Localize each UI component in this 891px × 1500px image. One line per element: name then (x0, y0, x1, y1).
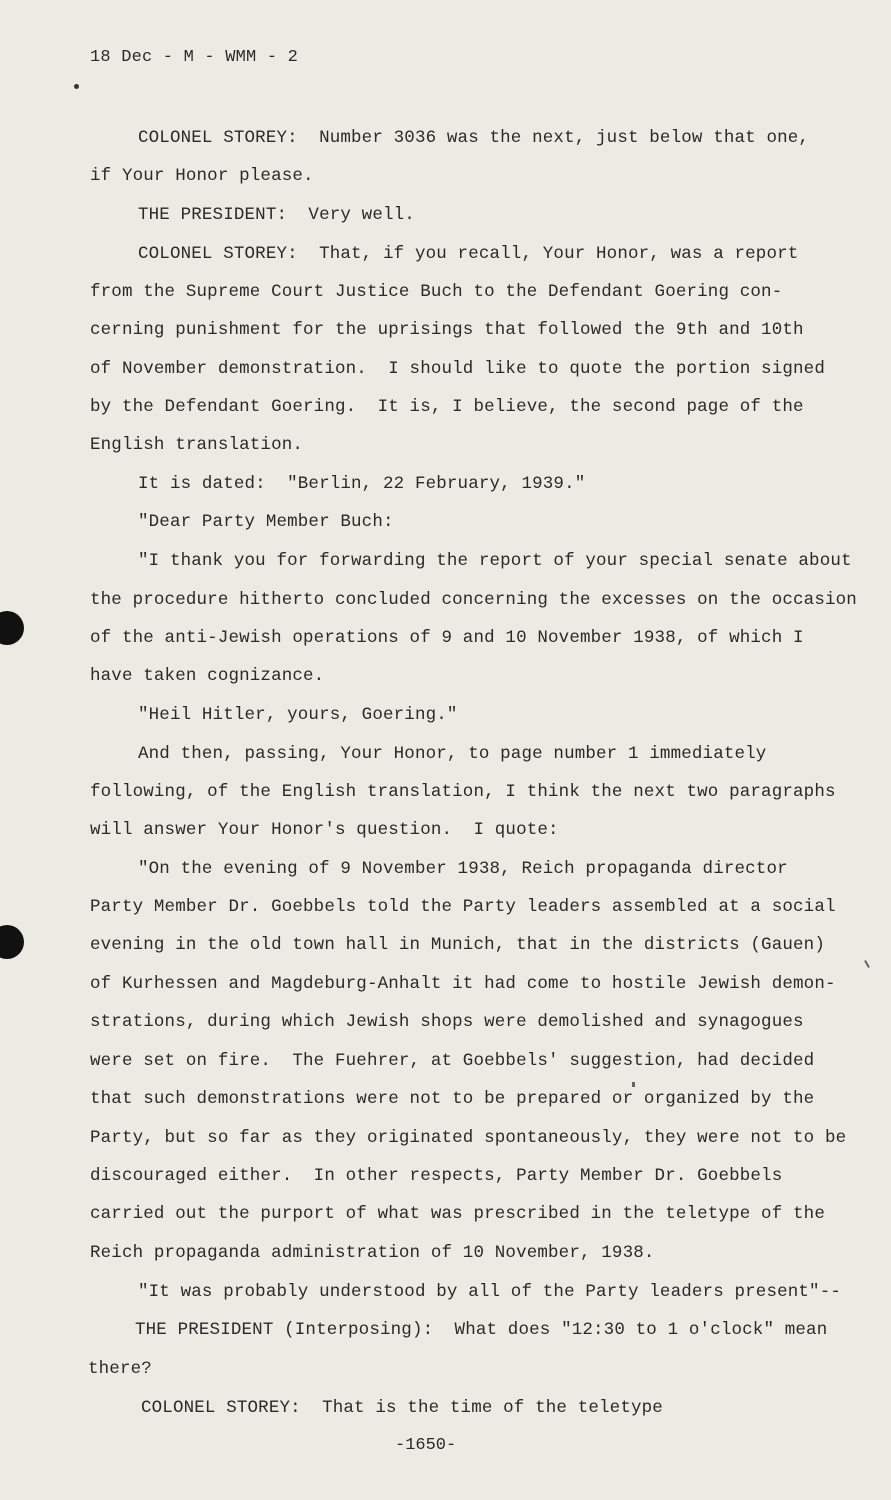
text-line: there? (88, 1359, 152, 1379)
text-line: that such demonstrations were not to be prepared or organized by the (90, 1089, 815, 1109)
punch-hole (0, 925, 24, 959)
text-line: of the anti-Jewish operations of 9 and 10 November 1938, of which I (90, 628, 804, 648)
page-header: 18 Dec - M - WMM - 2 (90, 48, 299, 67)
text-line: strations, during which Jewish shops were demolished and synagogues (90, 1012, 804, 1032)
punch-hole (0, 611, 24, 645)
text-line: have taken cognizance. (90, 666, 325, 686)
paper-blemish (864, 960, 870, 968)
text-line: following, of the English translation, I think the next two paragraphs (90, 782, 836, 802)
text-line: "On the evening of 9 November 1938, Reich propaganda director (138, 859, 788, 879)
text-line: THE PRESIDENT: Very well. (138, 205, 415, 225)
text-line: It is dated: "Berlin, 22 February, 1939." (138, 474, 586, 494)
text-line: will answer Your Honor's question. I quote: (90, 820, 559, 840)
page-number: -1650- (395, 1436, 457, 1455)
text-line: English translation. (90, 435, 304, 455)
text-line: by the Defendant Goering. It is, I believe, the second page of the (90, 397, 804, 417)
text-line: if Your Honor please. (90, 166, 314, 186)
text-line: carried out the purport of what was prescribed in the teletype of the (90, 1204, 825, 1224)
text-line: COLONEL STOREY: That, if you recall, Your Honor, was a report (138, 244, 799, 264)
text-line: "I thank you for forwarding the report of your special senate about (138, 551, 852, 571)
text-line: from the Supreme Court Justice Buch to the Defendant Goering con- (90, 282, 783, 302)
text-line: cerning punishment for the uprisings that followed the 9th and 10th (90, 320, 804, 340)
text-line: Reich propaganda administration of 10 November, 1938. (90, 1243, 655, 1263)
text-line: were set on fire. The Fuehrer, at Goebbels' suggestion, had decided (90, 1051, 815, 1071)
text-line: evening in the old town hall in Munich, that in the districts (Gauen) (90, 935, 825, 955)
text-line: of Kurhessen and Magdeburg-Anhalt it had come to hostile Jewish demon- (90, 974, 836, 994)
text-line: the procedure hitherto concluded concerning the excesses on the occasion (90, 590, 857, 610)
paper-blemish (632, 1082, 635, 1087)
text-line: COLONEL STOREY: Number 3036 was the next, just below that one, (138, 128, 810, 148)
text-line: THE PRESIDENT (Interposing): What does "12:30 to 1 o'clock" mean (135, 1320, 828, 1340)
text-line: of November demonstration. I should like to quote the portion signed (90, 359, 825, 379)
text-line: And then, passing, Your Honor, to page number 1 immediately (138, 744, 767, 764)
text-line: "It was probably understood by all of the Party leaders present"-- (138, 1282, 842, 1302)
text-line: Party, but so far as they originated spontaneously, they were not to be (90, 1128, 847, 1148)
text-line: discouraged either. In other respects, Party Member Dr. Goebbels (90, 1166, 783, 1186)
text-line: Party Member Dr. Goebbels told the Party leaders assembled at a social (90, 897, 836, 917)
text-line: "Dear Party Member Buch: (138, 512, 394, 532)
ink-mark (74, 84, 79, 89)
text-line: COLONEL STOREY: That is the time of the teletype (141, 1398, 663, 1418)
text-line: "Heil Hitler, yours, Goering." (138, 705, 458, 725)
